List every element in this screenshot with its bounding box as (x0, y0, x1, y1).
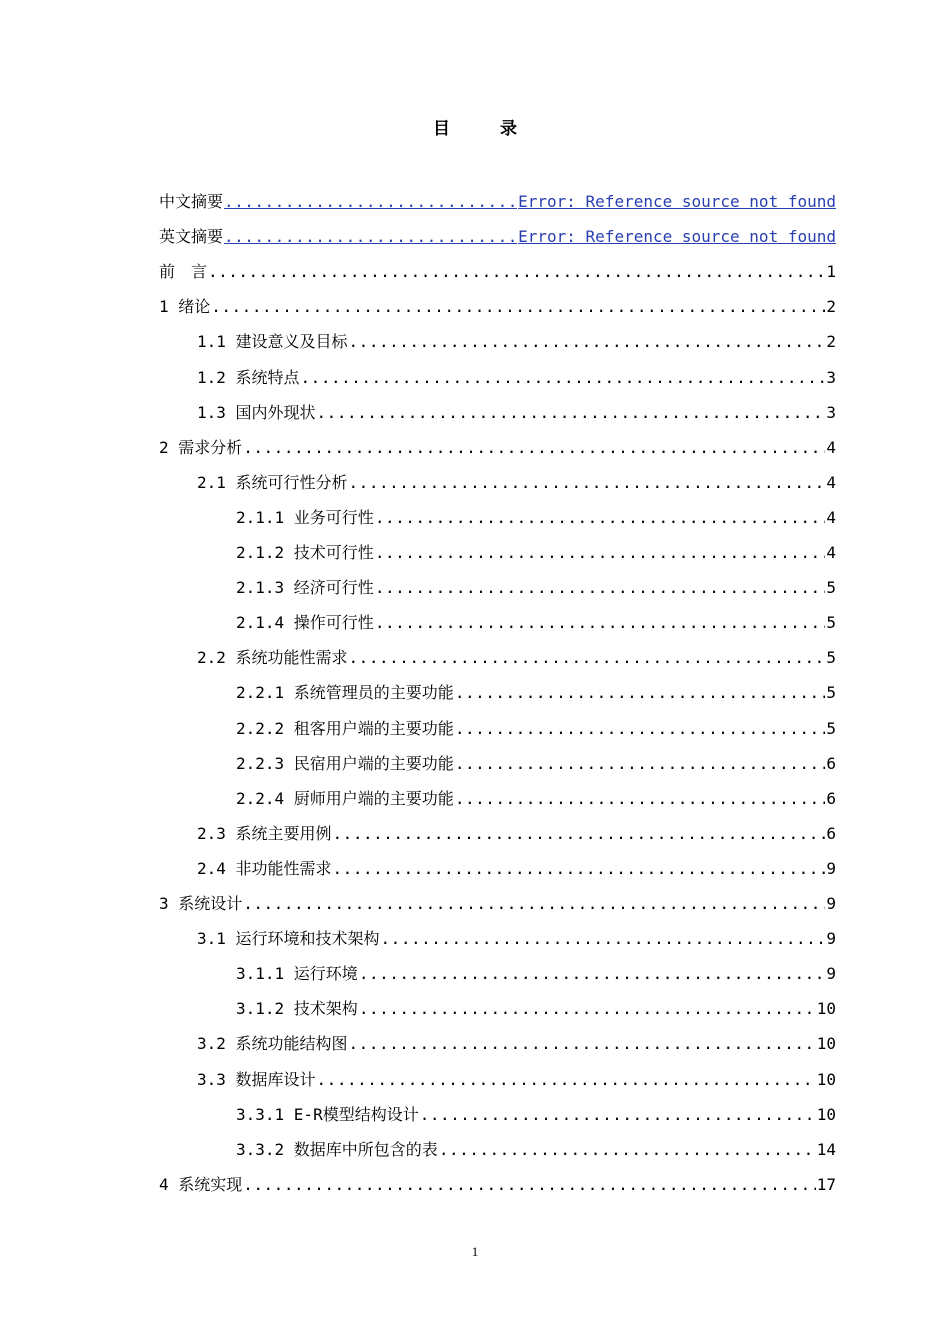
toc-entry-page: 17 (816, 1175, 836, 1194)
toc-dot-leader (455, 752, 826, 776)
toc-entry-label: 英文摘要 (159, 227, 224, 246)
toc-entry-label: 2 需求分析 (159, 438, 243, 457)
toc-entry-label: 3.1.1 运行环境 (236, 964, 358, 983)
toc-entry-label: 1 绪论 (159, 297, 211, 316)
toc-entry[interactable] (159, 225, 836, 249)
toc-entry-label: 3.1 运行环境和技术架构 (197, 929, 380, 948)
toc-entry-page: 5 (826, 613, 836, 632)
toc-entry-page: 4 (826, 473, 836, 492)
toc-entry-page: 9 (826, 964, 836, 983)
toc-entry-page: 6 (826, 754, 836, 773)
toc-entry[interactable] (159, 1173, 836, 1197)
toc-entry-page: 9 (826, 859, 836, 878)
toc-dot-leader (359, 997, 816, 1021)
toc-dot-leader (301, 366, 826, 390)
toc-entry-label: 1.1 建设意义及目标 (197, 332, 348, 351)
toc-entry-page: 1 (826, 262, 836, 281)
toc-entry-page: 10 (816, 1070, 836, 1089)
toc-entry-page: 14 (816, 1140, 836, 1159)
toc-entry-page: 3 (826, 403, 836, 422)
toc-dot-leader (224, 190, 517, 214)
toc-dot-leader (455, 717, 826, 741)
toc-dot-leader (455, 681, 826, 705)
toc-dot-leader (333, 857, 826, 881)
toc-dot-leader (439, 1138, 816, 1162)
toc-entry-label: 3.3.1 E-R模型结构设计 (236, 1105, 419, 1124)
toc-entry[interactable] (159, 436, 836, 460)
toc-entry[interactable] (236, 1138, 836, 1162)
toc-dot-leader (317, 1068, 816, 1092)
toc-entry-label: 2.3 系统主要用例 (197, 824, 332, 843)
toc-dot-leader (349, 1032, 816, 1056)
toc-entry-page: 5 (826, 648, 836, 667)
toc-entry-page: 9 (826, 894, 836, 913)
toc-dot-leader (375, 541, 826, 565)
toc-dot-leader (375, 611, 826, 635)
toc-entry-page: 5 (826, 683, 836, 702)
toc-entry[interactable] (236, 717, 836, 741)
toc-entry[interactable] (236, 997, 836, 1021)
toc-entry-page: 10 (816, 1034, 836, 1053)
toc-entry[interactable] (236, 681, 836, 705)
toc-entry-label: 1.3 国内外现状 (197, 403, 316, 422)
toc-entry[interactable] (197, 822, 836, 846)
toc-entry-page: 2 (826, 332, 836, 351)
toc-entry-label: 2.2.4 厨师用户端的主要功能 (236, 789, 454, 808)
toc-dot-leader (224, 225, 517, 249)
toc-entry-page: 2 (826, 297, 836, 316)
toc-entry-label: 2.1.4 操作可行性 (236, 613, 374, 632)
toc-dot-leader (243, 436, 825, 460)
toc-entry-page: 5 (826, 578, 836, 597)
toc-dot-leader (349, 330, 826, 354)
toc-entry-label: 3.1.2 技术架构 (236, 999, 358, 1018)
toc-entry[interactable] (159, 295, 836, 319)
toc-entry-label: 2.1.1 业务可行性 (236, 508, 374, 527)
toc-entry-label: 2.1.3 经济可行性 (236, 578, 374, 597)
toc-dot-leader (349, 646, 826, 670)
toc-entry-page: 4 (826, 508, 836, 527)
toc-entry[interactable] (159, 190, 836, 214)
toc-entry-page[interactable]: Error: Reference source not found (518, 227, 836, 246)
toc-entry-page: 6 (826, 824, 836, 843)
toc-entry-label: 3.3 数据库设计 (197, 1070, 316, 1089)
toc-entry[interactable] (236, 506, 836, 530)
toc-entry-label: 3.2 系统功能结构图 (197, 1034, 348, 1053)
toc-entry[interactable] (197, 471, 836, 495)
toc-entry[interactable] (197, 857, 836, 881)
toc-entry[interactable] (197, 366, 836, 390)
toc-entry-page: 10 (816, 999, 836, 1018)
toc-entry-label: 2.2.3 民宿用户端的主要功能 (236, 754, 454, 773)
toc-dot-leader (420, 1103, 816, 1127)
toc-entry[interactable] (197, 646, 836, 670)
toc-entry-label: 2.2.1 系统管理员的主要功能 (236, 683, 454, 702)
toc-entry-label: 3 系统设计 (159, 894, 243, 913)
toc-entry-page: 9 (826, 929, 836, 948)
toc-entry-page: 10 (816, 1105, 836, 1124)
toc-dot-leader (317, 401, 826, 425)
toc-dot-leader (349, 471, 826, 495)
toc-dot-leader (208, 260, 825, 284)
toc-entry-label: 2.1.2 技术可行性 (236, 543, 374, 562)
toc-entry[interactable] (159, 260, 836, 284)
toc-entry[interactable] (236, 1103, 836, 1127)
toc-entry-label: 中文摘要 (159, 192, 224, 211)
toc-title: 目 录 (433, 119, 539, 139)
toc-entry-label: 2.2.2 租客用户端的主要功能 (236, 719, 454, 738)
toc-entry-label: 前 言 (159, 262, 208, 281)
toc-entry[interactable] (197, 401, 836, 425)
toc-dot-leader (243, 1173, 815, 1197)
toc-entry-page: 4 (826, 438, 836, 457)
toc-entry[interactable] (197, 330, 836, 354)
toc-entry[interactable] (236, 787, 836, 811)
toc-entry-label: 2.1 系统可行性分析 (197, 473, 348, 492)
toc-entry[interactable] (236, 576, 836, 600)
toc-entry[interactable] (197, 1068, 836, 1092)
toc-entry[interactable] (197, 927, 836, 951)
toc-dot-leader (211, 295, 825, 319)
toc-entry[interactable] (159, 892, 836, 916)
page-number: 1 (471, 1244, 479, 1259)
toc-entry-page: 6 (826, 789, 836, 808)
toc-entry-page: 5 (826, 719, 836, 738)
toc-dot-leader (455, 787, 826, 811)
toc-dot-leader (375, 506, 826, 530)
toc-entry[interactable] (236, 541, 836, 565)
toc-dot-leader (243, 892, 825, 916)
toc-entry-page: 3 (826, 368, 836, 387)
toc-dot-leader (375, 576, 826, 600)
toc-entry-page[interactable]: Error: Reference source not found (518, 192, 836, 211)
toc-entry[interactable] (236, 752, 836, 776)
toc-dot-leader (333, 822, 826, 846)
toc-entry-label: 1.2 系统特点 (197, 368, 300, 387)
toc-dot-leader (381, 927, 826, 951)
toc-dot-leader (359, 962, 826, 986)
toc-entry-label: 2.4 非功能性需求 (197, 859, 332, 878)
toc-entry[interactable] (197, 1032, 836, 1056)
toc-entry[interactable] (236, 962, 836, 986)
toc-entry-page: 4 (826, 543, 836, 562)
toc-entry-label: 2.2 系统功能性需求 (197, 648, 348, 667)
toc-entry[interactable] (236, 611, 836, 635)
toc-entry-label: 3.3.2 数据库中所包含的表 (236, 1140, 438, 1159)
toc-entry-label: 4 系统实现 (159, 1175, 243, 1194)
